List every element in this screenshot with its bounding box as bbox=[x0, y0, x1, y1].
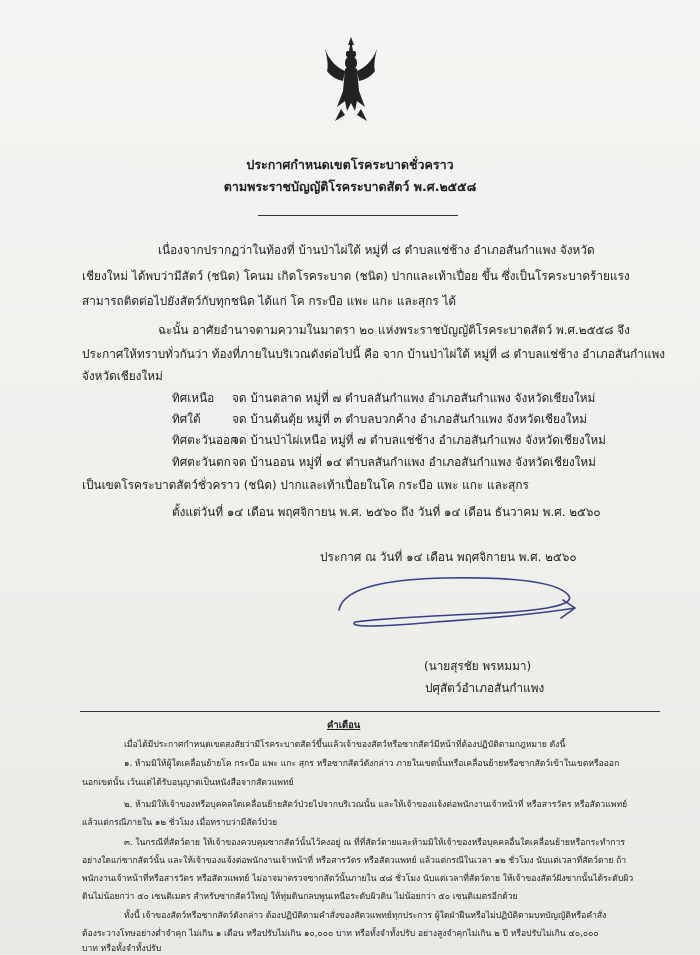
boundary-text-south: จด บ้านต้นตุ้ย หมู่ที่ ๓ ตำบลบวกค้าง อำเภอสันกำแพง จังหวัดเชียงใหม่ bbox=[232, 412, 588, 426]
para1-line: เนื่องจากปรากฏว่าในท้องที่ บ้านป่าไผ่ใต้ หมู่ที่ ๘ ตำบลแช่ช้าง อำเภอสันกำแพง จังหวัด bbox=[158, 243, 595, 257]
period-statement: ตั้งแต่วันที่ ๑๔ เดือน พฤศจิกายน พ.ศ. ๒๕๖๐ ถึง วันที่ ๑๔ เดือน ธันวาคม พ.ศ. ๒๕๖๐ bbox=[172, 505, 601, 519]
boundary-direction-west: ทิศตะวันตก bbox=[172, 455, 231, 469]
title-divider bbox=[258, 215, 458, 216]
announcement-date: ประกาศ ณ วันที่ ๑๔ เดือน พฤศจิกายน พ.ศ. ๒๕๖๐ bbox=[320, 550, 577, 564]
warning-line: ทั้งนี้ เจ้าของสัตว์หรือซากสัตว์ดังกล่าว ต้องปฏิบัติตามคำสั่งของสัตวแพทย์ทุกประการ ผู้ใดฝ่าฝืนหรือไม่ปฏิบัติตามบทบัญญัติหรือคำสั่ง bbox=[124, 911, 607, 921]
signature bbox=[325, 570, 595, 650]
warning-line: ๓. ในกรณีที่สัตว์ตาย ให้เจ้าของควบคุมซากสัตว์นั้นไว้คงอยู่ ณ ที่ที่สัตว์ตายและห้ามมิให้เจ้าของหรือบุคคลอื่นใดเคลื่อนย้ายหรือกระทำการ bbox=[124, 838, 625, 848]
warning-line: ดินไม่น้อยกว่า ๕๐ เซนติเมตร สำหรับซากสัตว์ใหญ่ ให้ทุ่มดินกลบพูนเหนือระดับผิวดิน ไม่น้อยกว่า ๕๐ เซนติเมตรอีกด้วย bbox=[82, 892, 518, 902]
para1-line: สามารถติดต่อไปยังสัตว์กับทุกชนิด ได้แก่ โค กระบือ แพะ แกะ และสุกร ได้ bbox=[82, 294, 457, 308]
zone-statement: เป็นเขตโรคระบาดสัตว์ชั่วคราว (ชนิด) ปากและเท้าเปื่อยในโค กระบือ แพะ แกะ และสุกร bbox=[82, 478, 529, 492]
boundary-text-east: จด บ้านป่าไผ่เหนือ หมู่ที่ ๗ ตำบลแช่ช้าง อำเภอสันกำแพง จังหวัดเชียงใหม่ bbox=[232, 433, 606, 447]
boundary-text-west: จด บ้านออน หมู่ที่ ๑๔ ตำบลสันกำแพง อำเภอสันกำแพง จังหวัดเชียงใหม่ bbox=[232, 455, 596, 469]
boundary-direction-north: ทิศเหนือ bbox=[172, 391, 215, 405]
signer-name: (นายสุรชัย พรหมมา) bbox=[424, 659, 532, 673]
boundary-direction-south: ทิศใต้ bbox=[172, 412, 201, 426]
boundary-text-north: จด บ้านตลาด หมู่ที่ ๗ ตำบลสันกำแพง อำเภอสันกำแพง จังหวัดเชียงใหม่ bbox=[232, 391, 596, 405]
warning-line: ต้องระวางโทษอย่างต่ำจำคุก ไม่เกิน ๑ เดือน หรือปรับไม่เกิน ๑๐,๐๐๐ บาท หรือทั้งจำทั้งปรับ อย่างสูงจำคุกไม่เกิน ๒ ปี หรือปรับไม่เกิน ๔๐,๐๐๐ bbox=[82, 929, 599, 939]
warning-line: แล้วแต่กรณีภายใน ๑๒ ชั่วโมง เมื่อทราบว่ามีสัตว์ป่วย bbox=[82, 818, 278, 828]
warning-line: อย่างใดแก่ซากสัตว์นั้น และให้เจ้าของแจ้งต่อพนักงานเจ้าหน้าที่ หรือสารวัตร หรือสัตวแพทย์ แล้วแต่กรณีในเวลา ๑๒ ชั่วโมง นับแต่เวลาที่สัตว์ตาย ถ้า bbox=[82, 856, 627, 866]
warning-title: คำเตือน bbox=[327, 720, 361, 731]
title-line-2: ตามพระราชบัญญัติโรคระบาดสัตว์ พ.ศ.๒๕๕๘ bbox=[223, 179, 477, 194]
para2-line: ฉะนั้น อาศัยอำนาจตามความในมาตรา ๒๐ แห่งพระราชบัญญัติโรคระบาดสัตว์ พ.ศ.๒๕๕๘ จึง bbox=[158, 323, 630, 337]
garuda-emblem bbox=[323, 35, 379, 125]
warning-line: พนักงานเจ้าหน้าที่หรือสารวัตร หรือสัตวแพทย์ ไม่อาจมาตรวจซากสัตว์นั้นภายใน ๔๘ ชั่วโมง นับแต่เวลาที่สัตว์ตาย ให้เจ้าของสัตว์ฝังซากนั้นได้ระดับผิว bbox=[82, 874, 634, 884]
title-line-1: ประกาศกำหนดเขตโรคระบาดชั่วคราว bbox=[246, 157, 454, 172]
signer-title: ปศุสัตว์อำเภอสันกำแพง bbox=[425, 681, 545, 695]
warning-line: เมื่อได้มีประกาศกำหนดเขตสงสัยว่ามีโรคระบาดสัตว์ขึ้นแล้วเจ้าของสัตว์หรือซากสัตว์มีหน้าที่ต้องปฏิบัติตามกฎหมาย ดังนี้ bbox=[124, 740, 566, 750]
para2-line: จังหวัดเชียงใหม่ bbox=[82, 369, 163, 383]
para2-line: ประกาศให้ทราบทั่วกันว่า ท้องที่ภายในบริเวณดังต่อไปนี้ คือ จาก บ้านป่าไผ่ใต้ หมู่ที่ ๘ ตำบลแช่ช้าง อำเภอสันกำแพง bbox=[82, 347, 666, 361]
boundary-direction-east: ทิศตะวันออก bbox=[172, 433, 238, 447]
warning-line: นอกเขตนั้น เว้นแต่ได้รับอนุญาตเป็นหนังสือจากสัตวแพทย์ bbox=[82, 778, 294, 788]
para1-line: เชียงใหม่ ได้พบว่ามีสัตว์ (ชนิด) โคนม เกิดโรคระบาด (ชนิด) ปากและเท้าเปื่อย ขึ้น ซึ่งเป็นโรคระบาดร้ายแรง bbox=[82, 269, 630, 283]
warning-line: ๒. ห้ามมิให้เจ้าของหรือบุคคลใดเคลื่อนย้ายสัตว์ป่วยไปจากบริเวณนั้น และให้เจ้าของแจ้งต่อพนักงานเจ้าหน้าที่ หรือสารวัตร หรือสัตวแพทย์ bbox=[124, 800, 628, 810]
warning-line: ๑. ห้ามมิให้ผู้ใดเคลื่อนย้ายโค กระบือ แพะ แกะ สุกร หรือซากสัตว์ดังกล่าว ภายในเขตนั้นหรือเคลื่อนย้ายหรือซากสัตว์เข้าในเขตหรือออก bbox=[124, 759, 620, 769]
footer-divider bbox=[80, 711, 660, 712]
warning-line: บาท หรือทั้งจำทั้งปรับ bbox=[82, 944, 162, 954]
